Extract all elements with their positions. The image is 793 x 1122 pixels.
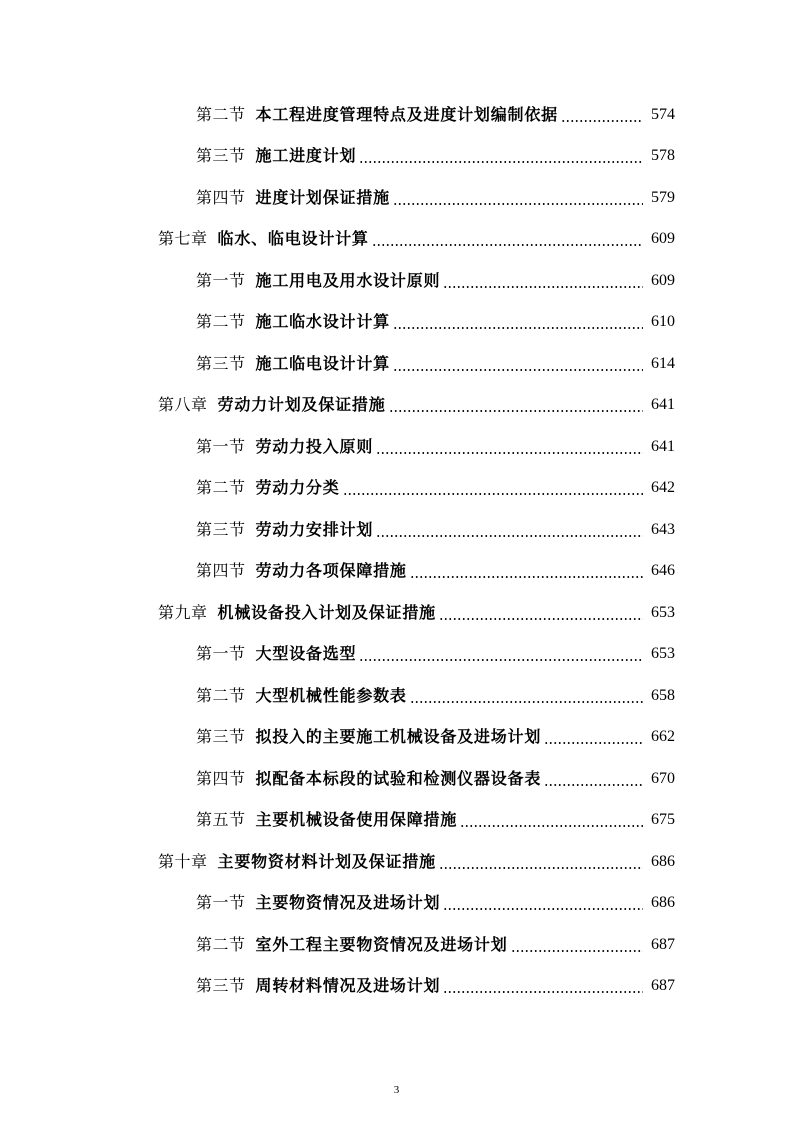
- toc-entry-number: 第四节: [196, 187, 246, 207]
- toc-entry[interactable]: [0, 219, 793, 261]
- toc-entry[interactable]: [0, 426, 793, 468]
- dot-leader: [359, 644, 643, 664]
- toc-entry-title: 大型设备选型: [255, 644, 357, 664]
- toc-entry-title: 施工进度计划: [255, 146, 357, 166]
- toc-entry-number: 第五节: [196, 810, 246, 830]
- toc-entry-title: 本工程进度管理特点及进度计划编制依据: [255, 104, 558, 124]
- toc-entry-title: 拟配备本标段的试验和检测仪器设备表: [255, 768, 542, 788]
- toc-entry[interactable]: [0, 468, 793, 510]
- toc-entry[interactable]: [0, 260, 793, 302]
- dot-leader: [511, 935, 643, 955]
- toc-entry-number: 第三节: [196, 976, 246, 996]
- toc-entry-number: 第八章: [158, 395, 208, 415]
- toc-entry-title: 劳动力分类: [255, 478, 340, 498]
- toc-entry[interactable]: [0, 800, 793, 842]
- dot-leader: [376, 437, 643, 457]
- toc-entry-page: 641: [651, 437, 675, 455]
- toc-entry-number: 第三节: [196, 146, 246, 166]
- toc-entry-number: 第一节: [196, 270, 246, 290]
- toc-entry-number: 第二节: [196, 685, 246, 705]
- toc-entry-page: 662: [651, 728, 675, 746]
- toc-entry[interactable]: [0, 634, 793, 676]
- toc-entry[interactable]: [0, 592, 793, 634]
- toc-entry-page: 642: [651, 479, 675, 497]
- toc-entry[interactable]: [0, 177, 793, 219]
- toc-entry-title: 周转材料情况及进场计划: [255, 976, 441, 996]
- toc-entry[interactable]: [0, 675, 793, 717]
- toc-entry[interactable]: [0, 385, 793, 427]
- toc-entry-page: 646: [651, 562, 675, 580]
- toc-entry-page: 653: [651, 603, 675, 621]
- dot-leader: [410, 686, 643, 706]
- toc-entry-number: 第三节: [196, 353, 246, 373]
- toc-entry-title: 主要物资材料计划及保证措施: [217, 851, 436, 871]
- toc-entry-title: 进度计划保证措施: [255, 187, 390, 207]
- toc-entry-number: 第二节: [196, 478, 246, 498]
- toc-entry[interactable]: [0, 924, 793, 966]
- toc-entry-title: 机械设备投入计划及保证措施: [217, 602, 436, 622]
- toc-entry-number: 第一节: [196, 893, 246, 913]
- toc-entry-number: 第一节: [196, 644, 246, 664]
- toc-entry-title: 施工临电设计计算: [255, 353, 390, 373]
- dot-leader: [460, 810, 643, 830]
- dot-leader: [343, 478, 643, 498]
- toc-entry-page: 609: [651, 271, 675, 289]
- toc-entry-page: 675: [651, 811, 675, 829]
- toc-entry-title: 施工用电及用水设计原则: [255, 270, 441, 290]
- toc-entry-title: 临水、临电设计计算: [217, 229, 369, 249]
- toc-entry-number: 第四节: [196, 561, 246, 581]
- toc-entry-title: 劳动力计划及保证措施: [217, 395, 386, 415]
- toc-entry[interactable]: [0, 136, 793, 178]
- toc-entry-page: 643: [651, 520, 675, 538]
- toc-entry[interactable]: [0, 758, 793, 800]
- dot-leader: [372, 229, 643, 249]
- dot-leader: [443, 271, 643, 291]
- dot-leader: [439, 603, 643, 623]
- toc-entry-title: 劳动力各项保障措施: [255, 561, 407, 581]
- toc-entry-number: 第二节: [196, 312, 246, 332]
- toc-entry-page: 686: [651, 852, 675, 870]
- toc-entry-page: 658: [651, 686, 675, 704]
- toc-entry-page: 653: [651, 645, 675, 663]
- page-number: 3: [393, 1084, 400, 1096]
- toc-entry-page: 670: [651, 769, 675, 787]
- toc-entry-number: 第三节: [196, 727, 246, 747]
- toc-entry-number: 第二节: [196, 104, 246, 124]
- toc-entry-title: 劳动力安排计划: [255, 519, 374, 539]
- toc-entry-page: 579: [651, 188, 675, 206]
- toc-entry-title: 室外工程主要物资情况及进场计划: [255, 934, 508, 954]
- toc-entry-title: 大型机械性能参数表: [255, 685, 407, 705]
- toc-entry-number: 第七章: [158, 229, 208, 249]
- toc-entry-number: 第十章: [158, 851, 208, 871]
- toc-entry[interactable]: [0, 883, 793, 925]
- table-of-contents: [0, 94, 793, 1007]
- toc-entry-page: 574: [651, 105, 675, 123]
- toc-entry-title: 劳动力投入原则: [255, 436, 374, 456]
- dot-leader: [443, 976, 643, 996]
- toc-entry-page: 614: [651, 354, 675, 372]
- toc-entry-page: 686: [651, 894, 675, 912]
- dot-leader: [410, 561, 643, 581]
- toc-entry[interactable]: [0, 717, 793, 759]
- toc-entry-number: 第一节: [196, 436, 246, 456]
- dot-leader: [393, 354, 643, 374]
- toc-entry-page: 687: [651, 935, 675, 953]
- toc-entry-number: 第二节: [196, 934, 246, 954]
- toc-entry-title: 施工临水设计计算: [255, 312, 390, 332]
- toc-entry-page: 610: [651, 313, 675, 331]
- dot-leader: [393, 312, 643, 332]
- dot-leader: [439, 852, 643, 872]
- dot-leader: [393, 188, 643, 208]
- dot-leader: [389, 395, 643, 415]
- toc-entry-title: 主要物资情况及进场计划: [255, 893, 441, 913]
- toc-entry-page: 578: [651, 147, 675, 165]
- dot-leader: [359, 146, 643, 166]
- toc-entry[interactable]: [0, 841, 793, 883]
- toc-entry-title: 主要机械设备使用保障措施: [255, 810, 458, 830]
- toc-entry[interactable]: [0, 302, 793, 344]
- toc-entry-page: 641: [651, 396, 675, 414]
- toc-entry-page: 687: [651, 977, 675, 995]
- dot-leader: [561, 105, 643, 125]
- toc-entry[interactable]: [0, 94, 793, 136]
- dot-leader: [544, 727, 643, 747]
- dot-leader: [376, 520, 643, 540]
- toc-entry[interactable]: [0, 966, 793, 1008]
- toc-entry[interactable]: [0, 343, 793, 385]
- toc-entry-number: 第四节: [196, 768, 246, 788]
- toc-entry-number: 第三节: [196, 519, 246, 539]
- toc-entry[interactable]: [0, 551, 793, 593]
- dot-leader: [544, 769, 643, 789]
- toc-entry-page: 609: [651, 230, 675, 248]
- dot-leader: [443, 893, 643, 913]
- toc-entry-number: 第九章: [158, 602, 208, 622]
- toc-entry[interactable]: [0, 509, 793, 551]
- toc-entry-title: 拟投入的主要施工机械设备及进场计划: [255, 727, 542, 747]
